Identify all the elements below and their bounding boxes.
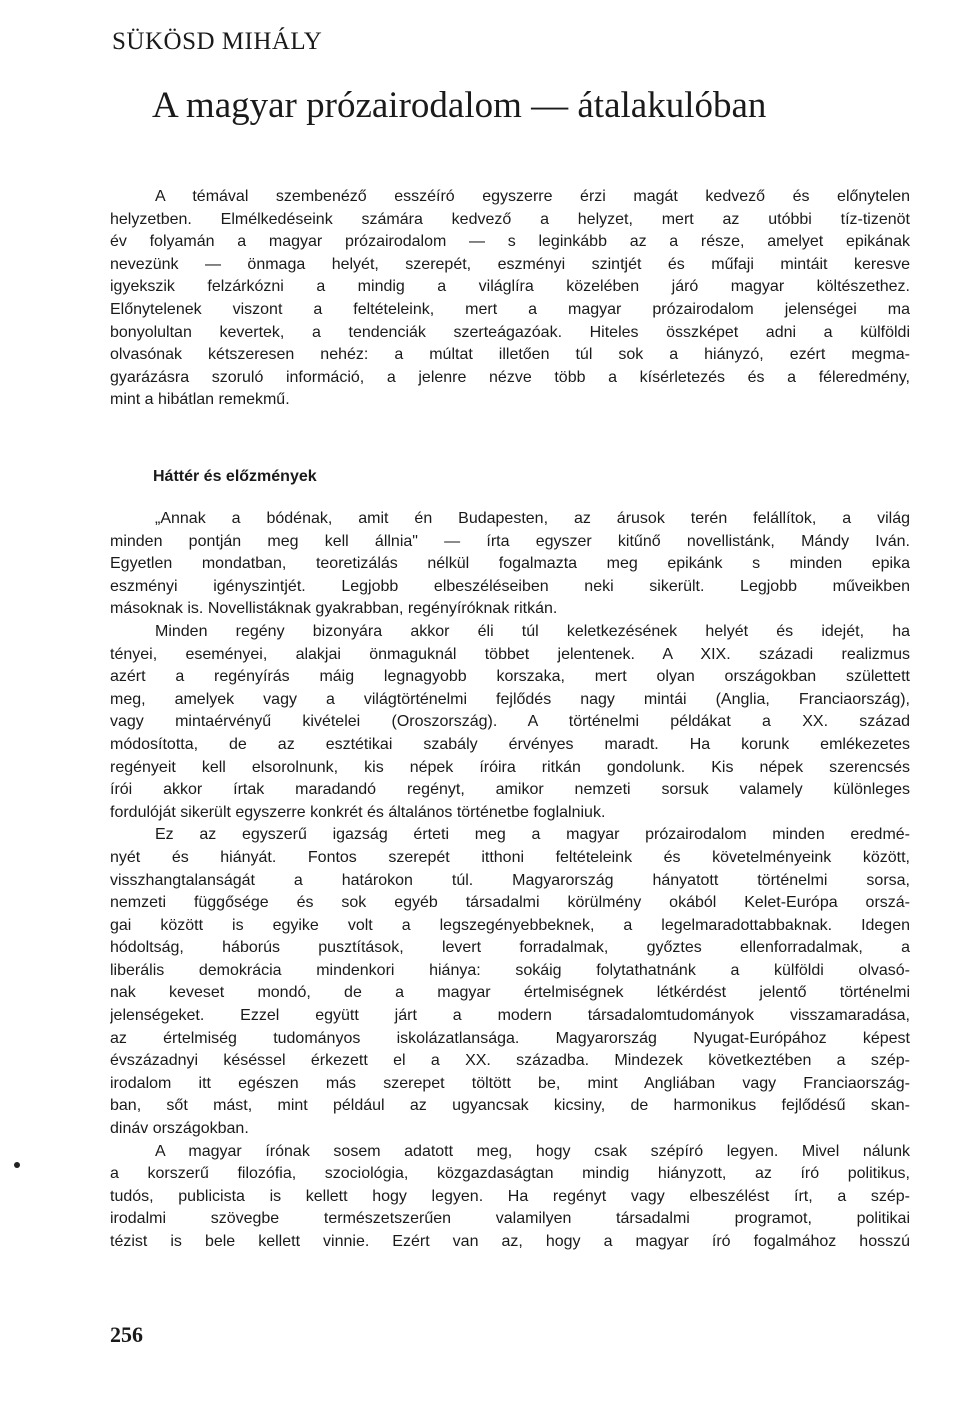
text-line: igyekszik felzárkózni a mindig a világlíra közelében járó magyar költészethez. — [110, 278, 910, 296]
text-line: tudós, publicista is kellett hogy legyen. Ha regényt vagy elbeszélést írt, a szép- — [110, 1187, 910, 1205]
text-line: helyzetben. Elmélkedéseink számára kedvező a helyzet, mert az utóbbi tíz-tizenöt — [110, 210, 910, 228]
text-line: gyarázásra szoruló információ, a jelenre nézve több a kísérletezés és a féleredmény, — [110, 368, 910, 386]
page-number: 256 — [110, 1322, 143, 1347]
text-line: azért a regényírás máig legnagyobb korszaka, mert olyan országokban születtett — [110, 668, 910, 686]
text-line: gai között is egyike volt a legszegényebbeknek, a legelmaradottabbaknak. Idegen — [110, 916, 910, 934]
text-line: nevezünk — önmaga helyét, szerepét, eszményi szintjét és műfaji mintáit keresve — [110, 255, 910, 273]
section-body — [110, 508, 910, 1254]
text-line: „Annak a bódénak, amit én Budapesten, az árusok terén felállítok, a világ — [155, 510, 910, 527]
text-line: Minden regény bizonyára akkor éli túl keletkezésének helyét és idejét, ha — [155, 622, 910, 640]
text-line: évszázadnyi késéssel érkezett el a XX. századba. Mindezek következtében a szép- — [110, 1052, 910, 1070]
text-line: Ez az egyszerű igazság érteti meg a magyar prózairodalom minden eredmé- — [155, 826, 910, 844]
text-line: minden pontján meg kell állnia" — írta egyszer kitűnő novellistánk, Mándy Iván. — [110, 532, 910, 550]
text-line: Előnytelenek viszont a feltételeink, mert a magyar prózairodalom jelenségei ma — [110, 300, 910, 318]
section-heading: Háttér és előzmények — [153, 468, 317, 485]
text-line: tényei, eseményei, alakjai önmaguknál többet jelentenek. A XIX. századi realizmus — [110, 645, 910, 663]
text-line: dináv országokban. — [110, 1120, 249, 1138]
text-line: az értelmiség tudományos iskolázatlansága. Magyarország Nyugat-Európához képest — [110, 1029, 910, 1047]
text-line: irodalom itt egészen más szerepet töltött be, mint Angliában vagy Franciaország- — [110, 1074, 910, 1092]
text-line: jelenségeket. Ezzel együtt járt a modern társadalomtudományok visszamaradása, — [110, 1007, 910, 1025]
text-line: eszményi igényszintjét. Legjobb elbeszéléseiben neki sikerült. Legjobb műveikben — [110, 577, 910, 595]
text-line: másoknak is. Novellistáknak gyakrabban, regényíróknak ritkán. — [110, 600, 558, 618]
text-line: ban, sőt mást, mint például az ugyancsak kicsiny, de harmonikus fejlődésű skan- — [110, 1097, 910, 1115]
text-line: irodalmi szövegbe természetszerűen valamilyen társadalmi programot, politikai — [110, 1210, 910, 1228]
text-line: liberális demokrácia mindenkori hiánya: sokáig folytathatnánk a külföldi olvasó- — [110, 961, 910, 979]
text-line: A témával szembenéző esszéíró egyszerre érzi magát kedvező és előnytelen — [155, 188, 910, 205]
text-line: visszhangtalanságát a határokon túl. Magyarország hányatott történelmi sorsa, — [110, 871, 910, 889]
text-line: bonyolultan kevertek, a tendenciák szerteágazóak. Hiteles összképet adni a külföldi — [110, 323, 910, 341]
ink-speck — [14, 1162, 20, 1168]
text-line: módosította, de az esztétikai szabály érvényes maradt. Ha korunk emlékezetes — [110, 735, 910, 753]
text-line: írói akkor írtak maradandó regényt, amikor nemzeti sorsuk valamely különleges — [110, 781, 910, 799]
text-line: nak keveset mondó, de a magyar értelmiségnek létkérdést jelentő történelmi — [110, 984, 910, 1002]
text-line: olvasónak kétszeresen nehéz: a múltat illetően túl sok a hiányzó, ezért megma- — [110, 346, 910, 364]
text-line: vagy mintaérvényű kivételei (Oroszország). A történelmi példákat a XX. század — [110, 713, 910, 731]
text-line: év folyamán a magyar prózairodalom — s leginkább az a része, amelyet epikának — [110, 233, 910, 251]
text-line: tézist is bele kellett vinnie. Ezért van az, hogy a magyar író fogalmához hosszú — [110, 1233, 910, 1250]
text-line: mint a hibátlan remekmű. — [110, 391, 290, 409]
text-line: a korszerű filozófia, szociológia, közgazdaságtan mindig hiányzott, az író politikus, — [110, 1165, 910, 1183]
text-line: meg, amelyek vagy a világtörténelmi fejlődés nagy mintái (Anglia, Franciaország), — [110, 690, 910, 708]
article-title: A magyar prózairodalom — átalakulóban — [152, 85, 767, 126]
text-line: hódoltság, háborús pusztítások, levert forradalmak, győztes ellenforradalmak, a — [110, 939, 910, 957]
text-line: regényeit kell elsorolnunk, kis népek íróira ritkán gondolunk. Kis népek szerencsés — [110, 758, 910, 776]
intro-paragraph — [110, 186, 910, 412]
text-line: nyét és hiányát. Fontos szerepét itthoni feltételeink és követelményeink között, — [110, 848, 910, 866]
text-line: A magyar írónak sosem adatott meg, hogy csak szépíró legyen. Mivel nálunk — [155, 1142, 910, 1160]
text-line: Egyetlen mondatban, teoretizálás nélkül fogalmazta meg epikánk s minden epika — [110, 555, 910, 573]
text-line: fordulóját sikerült egyszerre konkrét és általános történetbe foglalniuk. — [110, 803, 606, 821]
text-line: nemzeti függősége és sok egyéb társadalmi körülmény okából Kelet-Európa orszá- — [110, 894, 910, 912]
author-name: SÜKÖSD MIHÁLY — [112, 28, 323, 55]
